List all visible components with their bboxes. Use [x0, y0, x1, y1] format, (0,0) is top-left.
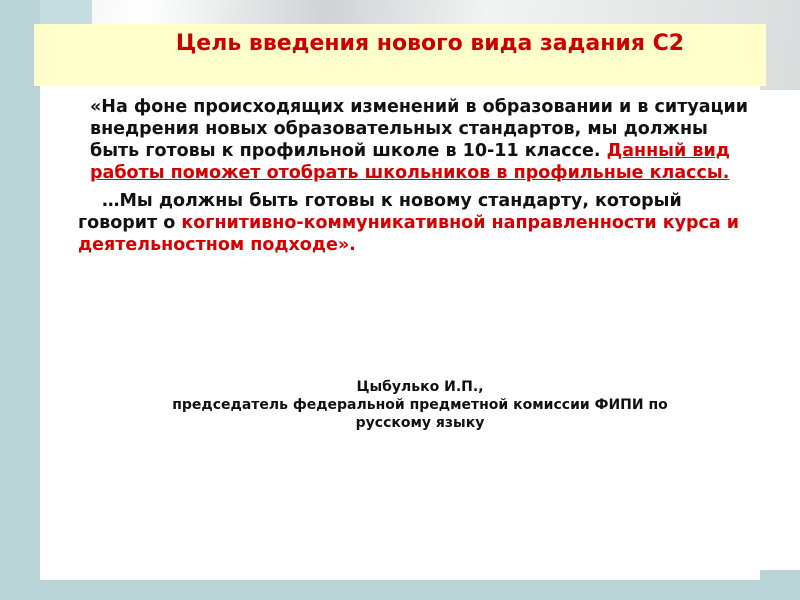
quote-paragraph-1-highlight: Данный вид работы поможет отобрать школьников в профильные классы. — [90, 141, 730, 183]
quote-paragraph-2-text: …Мы должны быть готовы к новому стандарту, который говорит о — [78, 191, 682, 233]
citation-author: Цыбулько И.П., — [356, 379, 484, 395]
right-frame-strip — [760, 90, 800, 570]
quote-paragraph-2 — [78, 190, 758, 256]
title-banner — [34, 24, 766, 86]
citation-position-line-1: председатель федеральной предметной комиссии ФИПИ по — [172, 397, 668, 413]
citation-position-line-2: русскому языку — [355, 415, 485, 431]
quote-body — [78, 96, 758, 262]
quote-paragraph-2-highlight: когнитивно-коммуникативной направленности курса и деятельностном подходе». — [78, 213, 740, 255]
bottom-right-frame — [760, 570, 800, 600]
quote-paragraph-1 — [78, 96, 758, 184]
left-frame-accent — [40, 0, 92, 24]
citation-block — [80, 378, 760, 432]
left-frame-bar — [0, 0, 40, 600]
quote-paragraph-1-text: «На фоне происходящих изменений в образовании и в ситуации внедрения новых образовательных стандартов, мы должны быть готовы к профильной школе в 10-11 классе. — [90, 97, 749, 161]
slide-title: Цель введения нового вида задания С2 — [175, 31, 685, 56]
